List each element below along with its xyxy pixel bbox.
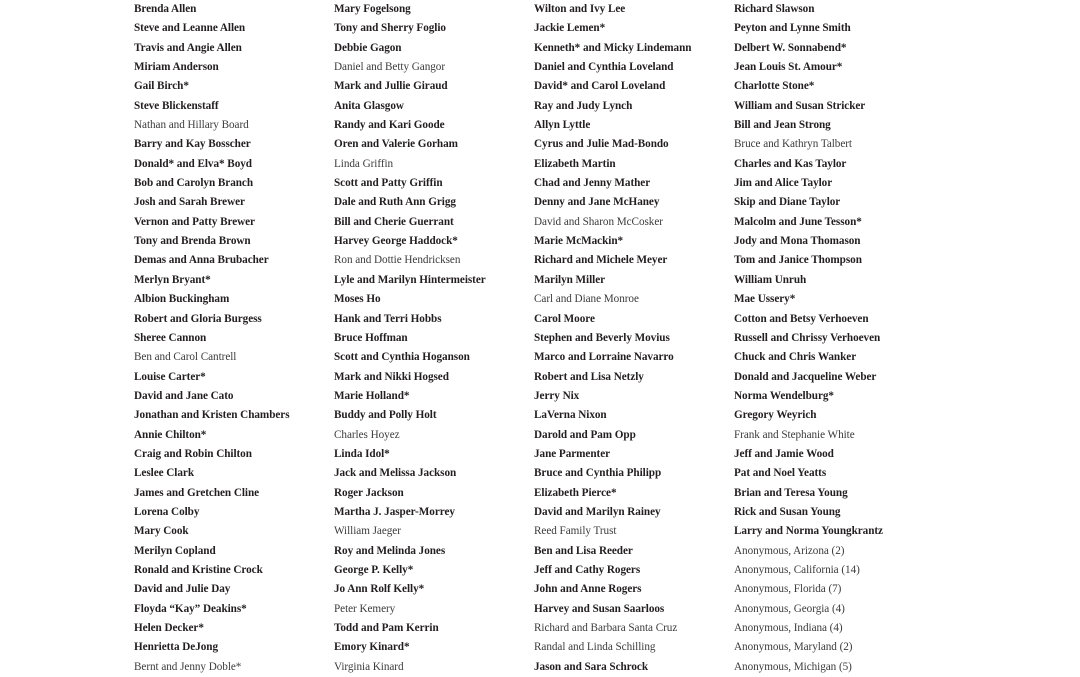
donor-entry: Pat and Noel Yeatts <box>734 467 827 480</box>
donor-entry: Ben and Carol Cantrell <box>134 351 237 364</box>
donor-entry: Randal and Linda Schilling <box>534 641 656 654</box>
donor-entry: Jerry Nix <box>534 389 580 402</box>
donor-entry: Peter Kemery <box>334 602 396 615</box>
donor-entry: Helen Decker* <box>134 622 204 634</box>
donor-entry: Robert and Gloria Burgess <box>134 312 262 325</box>
donor-entry: Buddy and Polly Holt <box>334 409 437 422</box>
donor-entry: Demas and Anna Brubacher <box>134 254 269 267</box>
donor-entry: David and Marilyn Rainey <box>534 505 661 518</box>
donor-entry: Louise Carter* <box>134 370 206 383</box>
donor-entry: Barry and Kay Bosscher <box>134 138 251 151</box>
donor-entry: Skip and Diane Taylor <box>734 196 841 209</box>
donor-entry: Denny and Jane McHaney <box>534 196 660 209</box>
donor-entry: James and Gretchen Cline <box>134 486 260 499</box>
donor-entry: Bruce and Cynthia Philipp <box>534 467 662 480</box>
donor-entry: Scott and Cynthia Hoganson <box>334 351 470 364</box>
donor-entry: Rick and Susan Young <box>734 505 841 518</box>
donor-entry: Linda Idol* <box>334 447 390 460</box>
donor-entry: Robert and Lisa Netzly <box>534 370 644 383</box>
donor-entry: Tony and Brenda Brown <box>134 235 251 248</box>
donor-entry: Emory Kinard* <box>334 641 410 654</box>
donor-entry: Marie McMackin* <box>534 235 624 248</box>
donor-entry: Russell and Chrissy Verhoeven <box>734 331 881 344</box>
donor-entry: Donald and Jacqueline Weber <box>734 370 877 383</box>
donor-entry: Tom and Janice Thompson <box>734 254 862 267</box>
donor-entry: John and Anne Rogers <box>534 583 642 596</box>
donor-entry: Frank and Stephanie White <box>734 428 855 441</box>
donor-entry: Charles Hoyez <box>334 428 400 441</box>
donor-entry: LaVerna Nixon <box>534 409 607 422</box>
donor-entry: Jody and Mona Thomason <box>734 235 861 248</box>
donor-entry: Richard Slawson <box>734 3 815 15</box>
donor-entry: Elizabeth Martin <box>534 157 616 170</box>
donor-entry: William and Susan Stricker <box>734 99 866 112</box>
donor-entry: Josh and Sarah Brewer <box>134 196 245 209</box>
donor-entry: Ronald and Kristine Crock <box>134 563 263 576</box>
donor-entry: Malcolm and June Tesson* <box>734 215 862 228</box>
donor-entry: David and Jane Cato <box>134 389 234 402</box>
donor-entry: Anonymous, Georgia (4) <box>734 602 845 615</box>
donor-entry: Peyton and Lynne Smith <box>734 22 851 35</box>
donor-entry: Larry and Norma Youngkrantz <box>734 525 883 538</box>
donor-entry: Marco and Lorraine Navarro <box>534 351 674 364</box>
donor-entry: Richard and Michele Meyer <box>534 254 668 267</box>
donor-entry: Annie Chilton* <box>134 428 207 441</box>
donor-entry: Craig and Robin Chilton <box>134 447 252 460</box>
donor-entry: Anonymous, Arizona (2) <box>734 544 845 557</box>
donor-entry: Mark and Jullie Giraud <box>334 80 448 93</box>
donor-entry: Leslee Clark <box>134 467 194 480</box>
donor-entry: Henrietta DeJong <box>134 641 219 654</box>
donor-entry: Bruce Hoffman <box>334 331 408 344</box>
donor-entry: Harvey and Susan Saarloos <box>534 602 665 615</box>
donor-entry: Kenneth* and Micky Lindemann <box>534 41 692 54</box>
donor-entry: Linda Griffin <box>334 157 394 170</box>
donor-entry: Lorena Colby <box>134 505 200 518</box>
donor-entry: Jean Louis St. Amour* <box>734 61 843 74</box>
donor-entry: Anonymous, Florida (7) <box>734 583 842 596</box>
donor-entry: Merilyn Copland <box>134 544 216 557</box>
donor-entry: Bill and Cherie Guerrant <box>334 215 454 228</box>
donor-entry: Chad and Jenny Mather <box>534 177 651 190</box>
donor-entry: Jane Parmenter <box>534 447 611 460</box>
donor-entry: Brenda Allen <box>134 3 197 15</box>
donor-entry: Roger Jackson <box>334 486 404 499</box>
donor-entry: Tony and Sherry Foglio <box>334 22 446 35</box>
donor-entry: Bruce and Kathryn Talbert <box>734 138 852 151</box>
donor-entry: Marie Holland* <box>334 389 410 402</box>
donor-entry: Martha J. Jasper-Morrey <box>334 505 455 518</box>
donor-entry: Stephen and Beverly Movius <box>534 331 670 344</box>
donor-column-4 <box>734 0 934 677</box>
donor-entry: Bill and Jean Strong <box>734 119 831 132</box>
donor-entry: Mark and Nikki Hogsed <box>334 370 449 383</box>
donor-entry: Elizabeth Pierce* <box>534 486 617 499</box>
donor-entry: William Unruh <box>734 273 807 286</box>
donor-entry: Roy and Melinda Jones <box>334 544 446 557</box>
donor-entry: Gregory Weyrich <box>734 409 817 422</box>
donor-entry: Vernon and Patty Brewer <box>134 215 255 228</box>
donor-entry: Steve and Leanne Allen <box>134 22 246 35</box>
donor-entry: Lyle and Marilyn Hintermeister <box>334 273 486 286</box>
donor-entry: Virginia Kinard <box>334 660 404 673</box>
donor-entry: Anonymous, Maryland (2) <box>734 641 853 654</box>
donor-entry: Donald* and Elva* Boyd <box>134 157 252 170</box>
donor-entry: Daniel and Cynthia Loveland <box>534 61 674 74</box>
donor-entry: Sheree Cannon <box>134 331 207 344</box>
donor-entry: Harvey George Haddock* <box>334 235 458 248</box>
donor-entry: Merlyn Bryant* <box>134 273 211 286</box>
donor-entry: Jeff and Cathy Rogers <box>534 563 641 576</box>
donor-entry: Wilton and Ivy Lee <box>534 3 626 15</box>
donor-entry: Ben and Lisa Reeder <box>534 544 633 557</box>
donor-column-2 <box>334 0 534 677</box>
donor-entry: Darold and Pam Opp <box>534 428 636 441</box>
donor-entry: Moses Ho <box>334 293 381 306</box>
donor-entry: Nathan and Hillary Board <box>134 119 249 132</box>
donor-entry: Oren and Valerie Gorham <box>334 138 458 151</box>
donor-entry: Jackie Lemen* <box>534 22 606 35</box>
donor-entry: Bob and Carolyn Branch <box>134 177 253 190</box>
donor-entry: Mary Cook <box>134 525 189 538</box>
donor-entry: Anita Glasgow <box>334 99 404 112</box>
donor-column-1 <box>134 0 334 677</box>
donor-entry: Albion Buckingham <box>134 293 230 306</box>
donor-entry: Hank and Terri Hobbs <box>334 312 442 325</box>
donor-entry: Jonathan and Kristen Chambers <box>134 409 290 422</box>
donor-entry: Ray and Judy Lynch <box>534 99 633 112</box>
donor-entry: Mae Ussery* <box>734 293 796 306</box>
donor-entry: Mary Fogelsong <box>334 3 411 15</box>
donor-entry: George P. Kelly* <box>334 563 414 576</box>
donor-entry: Debbie Gagon <box>334 41 402 54</box>
donor-entry: Floyda “Kay” Deakins* <box>134 602 247 615</box>
donor-entry: Richard and Barbara Santa Cruz <box>534 622 678 634</box>
donor-entry: Norma Wendelburg* <box>734 389 834 402</box>
donor-entry: Scott and Patty Griffin <box>334 177 443 190</box>
donor-entry: Dale and Ruth Ann Grigg <box>334 196 456 209</box>
donor-entry: Delbert W. Sonnabend* <box>734 41 847 54</box>
donor-entry: Daniel and Betty Gangor <box>334 61 446 74</box>
donor-entry: Jack and Melissa Jackson <box>334 467 457 480</box>
donor-entry: Carol Moore <box>534 312 595 325</box>
donor-entry: Jason and Sara Schrock <box>534 660 649 673</box>
donor-entry: Ron and Dottie Hendricksen <box>334 254 461 267</box>
donor-entry: Jeff and Jamie Wood <box>734 447 834 460</box>
donor-entry: Anonymous, Michigan (5) <box>734 660 852 673</box>
donor-entry: Gail Birch* <box>134 80 189 93</box>
donor-entry: David and Julie Day <box>134 583 231 596</box>
donor-column-3 <box>534 0 734 677</box>
donor-entry: Carl and Diane Monroe <box>534 293 639 306</box>
donor-entry: Reed Family Trust <box>534 525 617 538</box>
donor-entry: Travis and Angie Allen <box>134 41 242 54</box>
donor-entry: David and Sharon McCosker <box>534 215 663 228</box>
donor-entry: Charles and Kas Taylor <box>734 157 847 170</box>
donor-entry: Anonymous, Indiana (4) <box>734 622 843 634</box>
donor-entry: Allyn Lyttle <box>534 119 591 132</box>
donor-entry: Miriam Anderson <box>134 61 219 74</box>
donor-entry: Brian and Teresa Young <box>734 486 848 499</box>
donor-entry: Jim and Alice Taylor <box>734 177 833 190</box>
donor-entry: Todd and Pam Kerrin <box>334 622 439 634</box>
donor-entry: William Jaeger <box>334 525 401 538</box>
donor-entry: Cotton and Betsy Verhoeven <box>734 312 869 325</box>
donor-entry: Charlotte Stone* <box>734 80 815 93</box>
donor-entry: Anonymous, California (14) <box>734 563 860 576</box>
donor-entry: Randy and Kari Goode <box>334 119 445 132</box>
donor-entry: Jo Ann Rolf Kelly* <box>334 583 425 596</box>
donor-entry: Chuck and Chris Wanker <box>734 351 857 364</box>
donor-entry: Cyrus and Julie Mad-Bondo <box>534 138 669 151</box>
donor-entry: Steve Blickenstaff <box>134 99 219 112</box>
donor-entry: Marilyn Miller <box>534 273 606 286</box>
donor-entry: Bernt and Jenny Doble* <box>134 660 242 673</box>
donor-entry: David* and Carol Loveland <box>534 80 666 93</box>
